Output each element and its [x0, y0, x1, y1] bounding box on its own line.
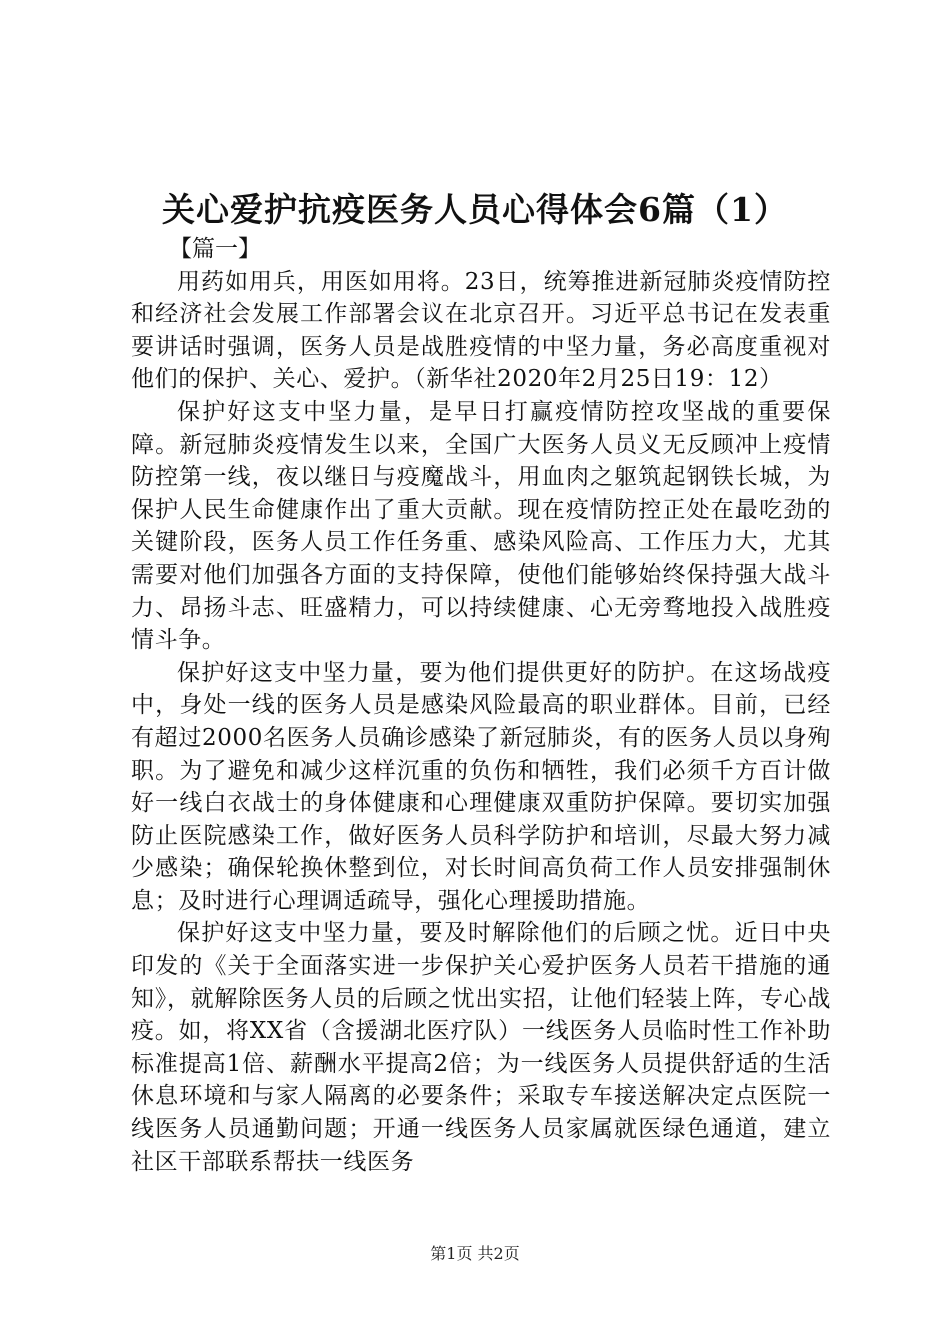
body-paragraph-4: 保护好这支中坚力量，要及时解除他们的后顾之忧。近日中央印发的《关于全面落实进一步保护关心爱护医务人员若干措施的通知》，就解除医务人员的后顾之忧出实招，让他们轻装上阵，专心战疫。如，将XX省（含援湖北医疗队）一线医务人员临时性工作补助标准提高1倍、薪酬水平提高2倍；为一线医务人员提供舒适的生活休息环境和与家人隔离的必要条件；采取专车接送解决定点医院一线医务人员通勤问题；开通一线医务人员家属就医绿色通道，建立社区干部联系帮扶一线医务 [131, 920, 831, 1175]
body-paragraph-2: 保护好这支中坚力量，是早日打赢疫情防控攻坚战的重要保障。新冠肺炎疫情发生以来，全国广大医务人员义无反顾冲上疫情防控第一线，夜以继日与疫魔战斗，用血肉之躯筑起钢铁长城，为保护人民生命健康作出了重大贡献。现在疫情防控正处在最吃劲的关键阶段，医务人员工作任务重、感染风险高、工作压力大，尤其需要对他们加强各方面的支持保障，使他们能够始终保持强大战斗力、昂扬斗志、旺盛精力，可以持续健康、心无旁骛地投入战胜疫情斗争。 [131, 398, 831, 654]
page-number-footer: 第1页 共2页 [430, 1244, 520, 1263]
document-title: 关心爱护抗疫医务人员心得体会6篇（1） [162, 190, 788, 229]
body-paragraph-3: 保护好这支中坚力量，要为他们提供更好的防护。在这场战疫中，身处一线的医务人员是感染风险最高的职业群体。目前，已经有超过2000名医务人员确诊感染了新冠肺炎，有的医务人员以身殉职。为了避免和减少这样沉重的负伤和牺牲，我们必须千方百计做好一线白衣战士的身体健康和心理健康双重防护保障。要切实加强防止医院感染工作，做好医务人员科学防护和培训，尽最大努力减少感染；确保轮换休整到位，对长时间高负荷工作人员安排强制休息；及时进行心理调适疏导，强化心理援助措施。 [131, 659, 831, 914]
document-body [131, 233, 831, 1178]
section-heading: 【篇一】 [169, 236, 261, 262]
body-paragraph-1: 用药如用兵，用医如用将。23日，统筹推进新冠肺炎疫情防控和经济社会发展工作部署会议在北京召开。习近平总书记在发表重要讲话时强调，医务人员是战胜疫情的中坚力量，务必高度重视对他们的保护、关心、爱护。（新华社2020年2月25日19：12） [131, 268, 831, 393]
